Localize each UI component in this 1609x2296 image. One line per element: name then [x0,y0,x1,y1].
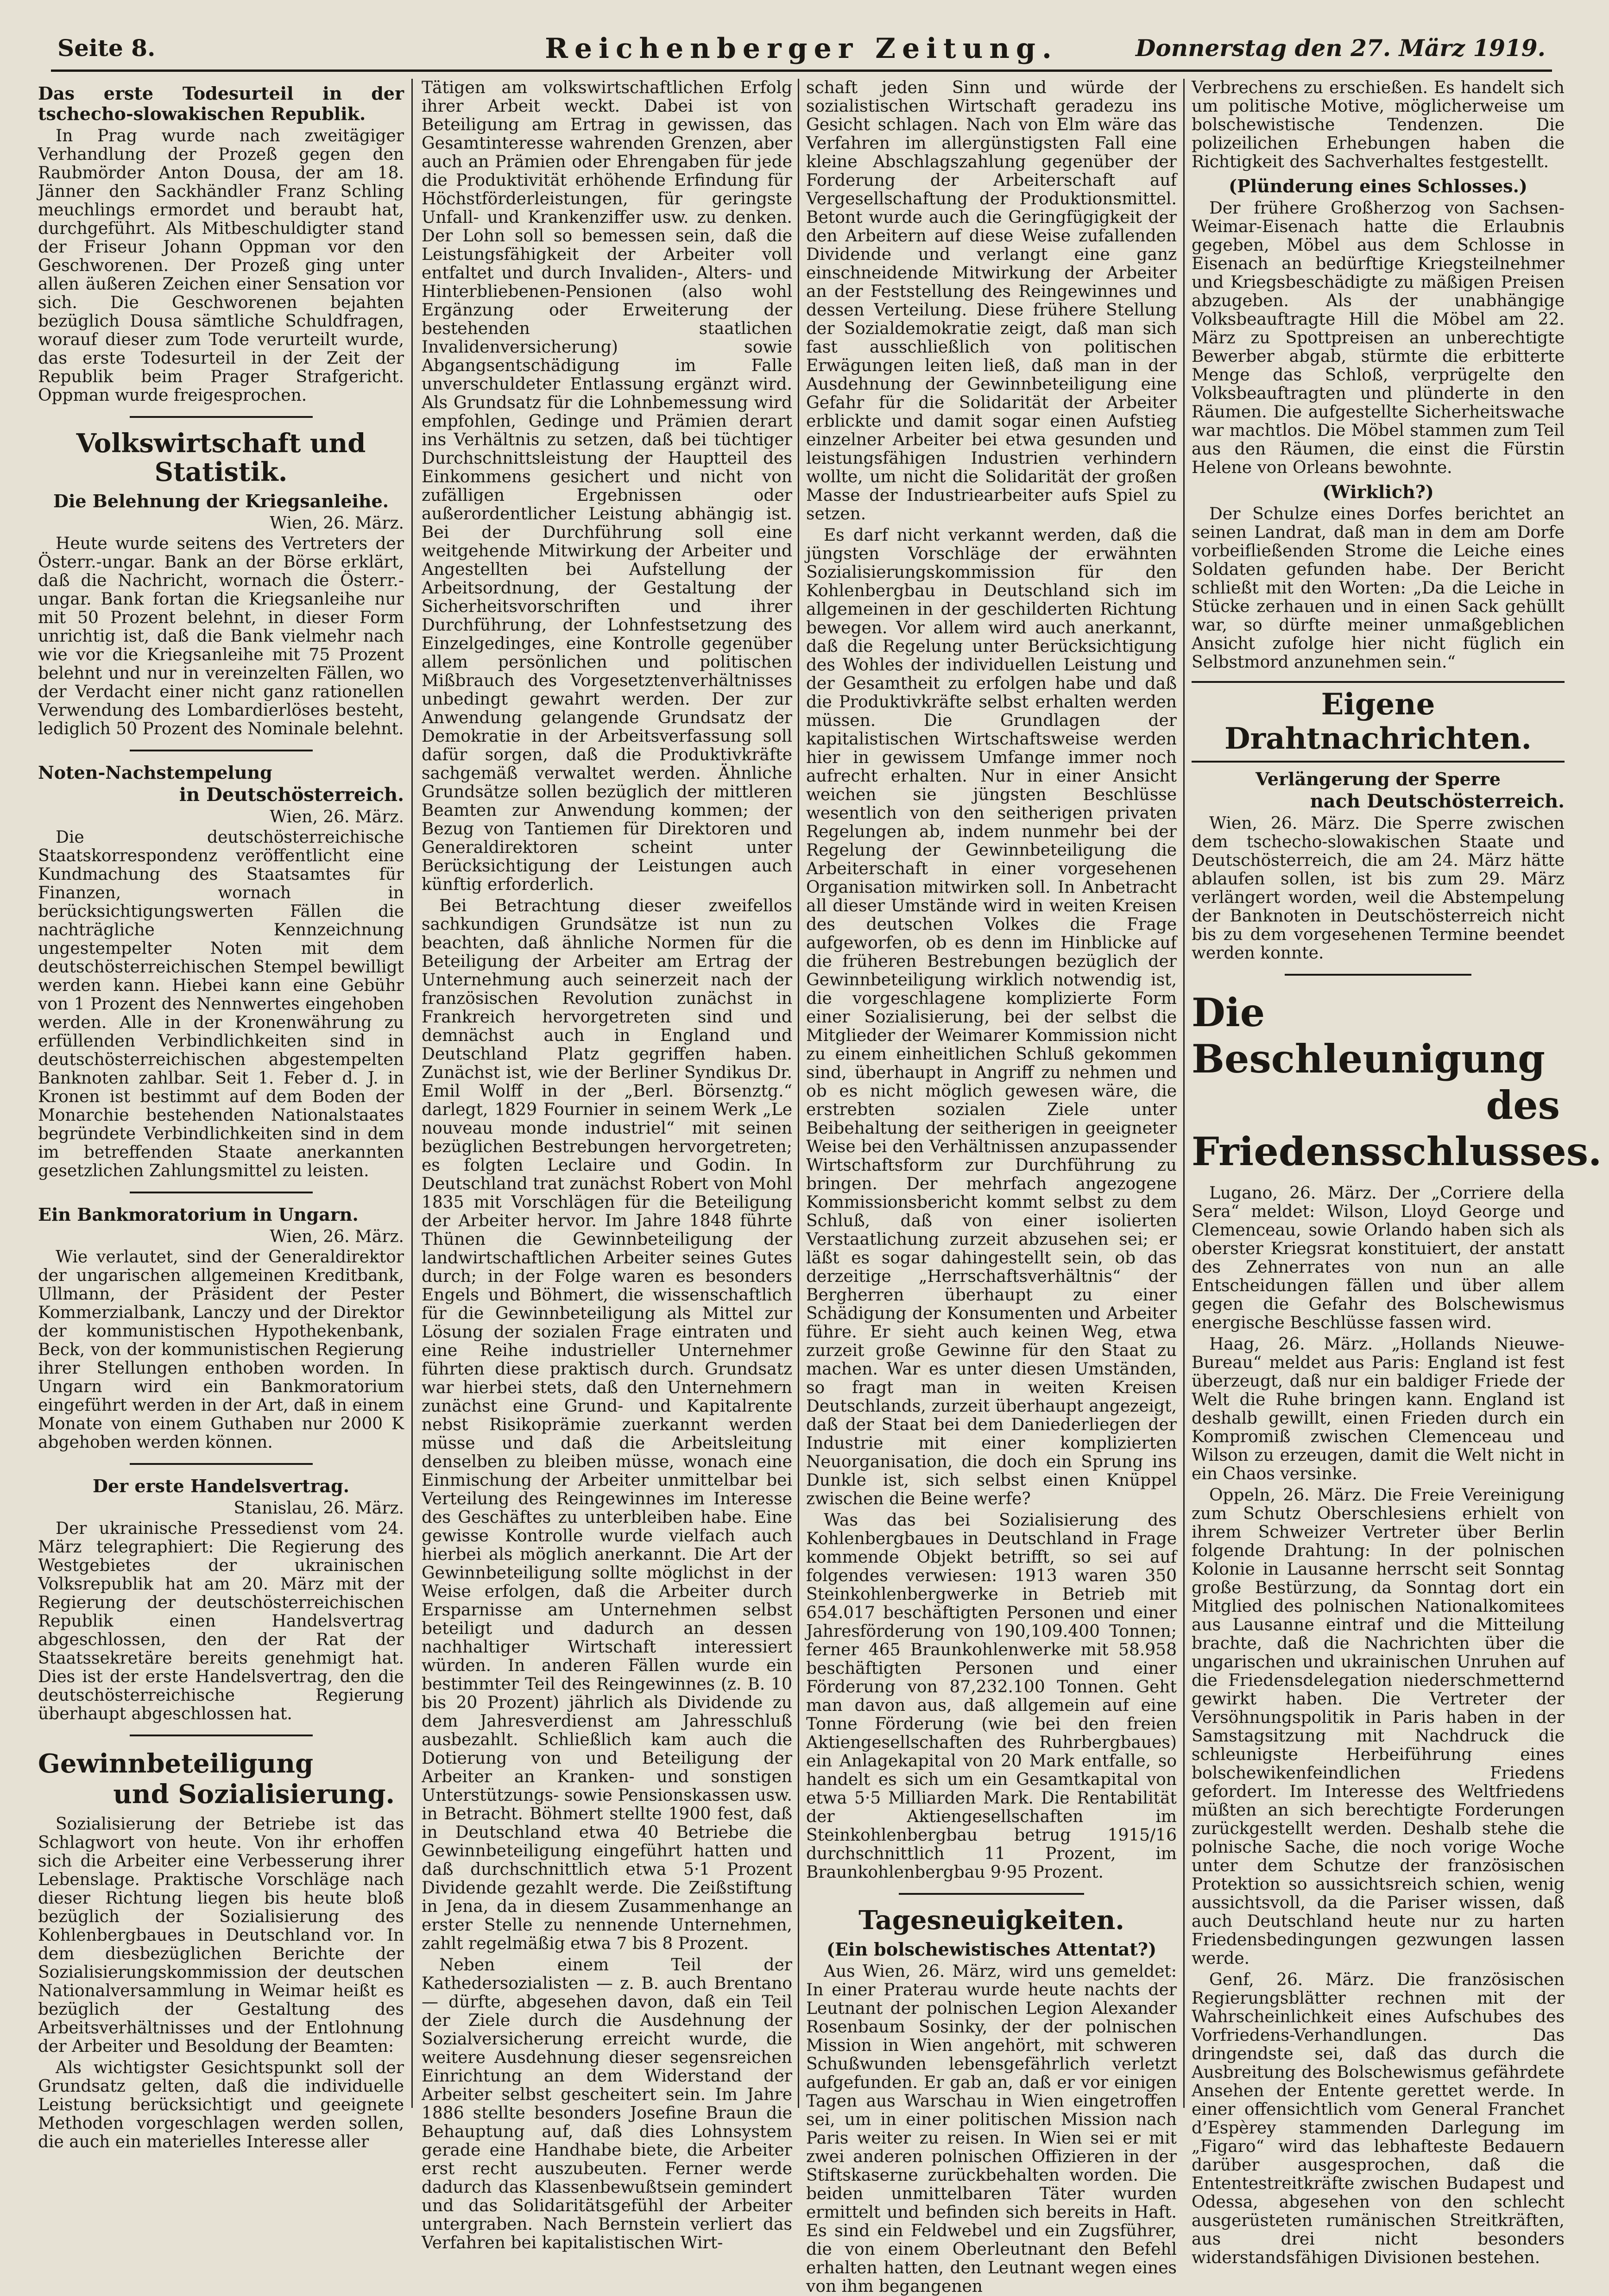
column-rule [798,79,799,2108]
divider [130,416,313,418]
divider [1285,974,1471,976]
section-heading: Volkswirtschaft und Statistik. [76,428,366,487]
article-paragraph: Der frühere Großherzog von Sachsen-Weimar-Eisenach hatte die Erlaubnis gegeben, Möbel aus dem Schlosse in Eisenach an bedürftige Kriegsteilnehmer und Kriegsbeschädigte zu mäßigen Preisen abzugeben. Als der unabhängige Volksbeauftragte Hill die Möbel am 22. März zu Spottpreisen an unberechtigte Bewerber abgab, stürmte die erbitterte Menge das Schloß, verprügelte den Volksbeauftragten und plünderte in den Räumen. Die aufgestellte Sicherheitswache war machtlos. Die Möbel stammen zum Teil aus den Räumen, die einst die Fürstin Helene von Orleans bewohnte. [1192,199,1565,477]
article-paragraph: Tätigen am volkswirtschaftlichen Erfolg ihrer Arbeit weckt. Dabei ist von Beteiligung am Ertrag in gewissen, das Gesamtinteresse wahrenden Grenzen, aber auch an Prämien oder Ehrengaben für jede die Produktivität erhöhende Erfindung für Höchstförderleistungen, für geringste Unfall- und Krankenziffer usw. zu denken. Der Lohn soll so bemessen sein, daß die Leistungsfähigkeit der Arbeiter voll entfaltet und durch Invaliden-, Alters- und Hinterbliebenen-Pensionen (also wohl Ergänzung oder Erweiterung der bestehenden staatlichen Invalidenversicherung) sowie Abgangsentschädigung im Falle unverschuldeter Entlassung ergänzt wird. Als Grundsatz für die Lohnbemessung wird empfohlen, Gedinge und Prämien derart ins Verhältnis zu setzen, daß bei tüchtiger Durchschnittsleistung der Hauptteil des Einkommens gesichert und nicht von zufälligen Ergebnissen oder außerordentlicher Leistung abhängig ist. Bei der Durchführung soll eine weitgehende Mitwirkung der Arbeiter und Angestellten bei Aufstellung der Arbeitsordnung, der Gestaltung der Sicherheitsvorschriften und ihrer Durchführung, der Lohnfestsetzung des Einzelgedinges, eine Kontrolle gegenüber allem persönlichen und politischen Mißbrauch des Vorgesetztenverhältnisses unbedingt gewahrt werden. Der zur Anwendung gelangende Grundsatz der Demokratie in der Arbeitsverfassung soll dafür sorgen, daß die Produktivkräfte sachgemäß verwaltet werden. Ähnliche Grundsätze sollen bezüglich der mittleren Beamten zur Anwendung kommen; der Bezug von Tantiemen für Direktoren und Generaldirektoren scheint unter Berücksichtigung der Leistungen auch künftig erforderlich. [422,78,792,894]
article-paragraph: Der ukrainische Pressedienst vom 24. März telegraphiert: Die Regierung des Westgebietes der ukrainischen Volksrepublik hat am 20. März mit der Regierung der deutschösterreichischen Republik einen Handelsvertrag abgeschlossen, den der Rat der Staatssekretäre bereits genehmigt hat. Dies ist der erste Handelsvertrag, den die deutschösterreichische Regierung überhaupt abgeschlossen hat. [38,1519,404,1723]
article-paragraph: Die deutschösterreichische Staatskorrespondenz veröffentlicht eine Kundmachung des Staatsamtes für Finanzen, wornach in berücksichtigungswerten Fällen die nachträgliche Kennzeichnung ungestempelter Noten mit dem deutschösterreichischen Stempel bewilligt werden kann. Hiebei kann eine Gebühr von 1 Prozent des Nennwertes eingehoben werden. Alle in der Kronenwährung zu erfüllenden Verbindlichkeiten sind in deutschösterreichischen abgestempelten Banknoten zahlbar. Seit 1. Feber d. J. in Kronen ist bestimmt auf dem Boden der Monarchie bestehenden Nationalstaates begründete Verbindlichkeiten sind in dem im betreffenden Staate anerkannten gesetzlichen Zahlungsmittel zu leisten. [38,828,404,1180]
article-paragraph: Verbrechens zu erschießen. Es handelt sich um politische Motive, möglicherweise um bolschewistische Tendenzen. Die polizeilichen Erhebungen haben die Richtigkeit des Sachverhaltes festgestellt. [1192,78,1565,171]
article-headline: (Wirklich?) [1322,481,1434,502]
article-paragraph: Lugano, 26. März. Der „Corriere della Sera“ meldet: Wilson, Lloyd George und Clemenceau, sowie Orlando haben sich als oberster Kriegsrat konstituiert, der anstatt des Zehnerrates von nun an alle Entscheidungen fällen und über allem gegen die Gefahr des Bolschewismus energische Beschlüsse fassen wird. [1192,1184,1565,1332]
section-heading [38,1748,404,1810]
article-paragraph: In Prag wurde nach zweitägiger Verhandlung der Prozeß gegen den Raubmörder Anton Dousa, der am 18. Jänner den Sackhändler Franz Schling meuchlings ermordet und beraubt hat, durchgeführt. Als Mitbeschuldigter stand der Friseur Johann Oppman vor den Geschworenen. Der Prozeß ging unter allen äußeren Zeichen einer Sensation vor sich. Die Geschworenen bejahten bezüglich Dousa sämtliche Schuldfragen, worauf dieser zum Tode verurteilt wurde, das erste Todesurteil in der Zeit der Republik beim Prager Strafgericht. Oppman wurde freigesprochen. [38,126,404,405]
article-headline: Das erste Todesurteil in der tschecho-slowakischen Republik. [38,83,404,124]
article-headline-line2: nach Deutschösterreich. [1310,790,1565,812]
article-headline: Der erste Handelsvertrag. [93,1476,349,1496]
issue-date: Donnerstag den 27. März 1919. [1136,34,1546,62]
article-paragraph: Sozialisierung der Betriebe ist das Schlagwort von heute. Von ihr erhoffen sich die Arbeiter eine Verbesserung ihrer Lebenslage. Praktische Vorschläge nach dieser Richtung liegen bis heute bloß bezüglich der Sozialisierung des Kohlenbergbaues in Deutschland vor. In dem diesbezüglichen Berichte der Sozialisierungskommission der deutschen Nationalversammlung in Weimar heißt es bezüglich der Gestaltung des Arbeitsverhältnisses und der Entlohnung der Arbeiter und Besoldung der Beamten: [38,1815,404,2056]
big-headline [1192,990,1602,1175]
article-headline-line2: in Deutschösterreich. [179,784,404,806]
article-paragraph: Wien, 26. März. Die Sperre zwischen dem tschecho-slowakischen Staate und Deutschösterreich, die am 24. März hätte ablaufen sollen, ist bis zum 29. März verlängert worden, weil die Abstempelung der Banknoten in Deutschösterreich nicht bis zu dem vorgesehenen Termine beendet werden konnte. [1192,814,1565,963]
column-rule [1183,79,1185,2108]
divider [130,750,313,751]
article-headline: Verlängerung der Sperre [1255,769,1501,789]
section-heading-line2: und Sozialisierung. [113,1779,395,1810]
article-headline: Ein Bankmoratorium in Ungarn. [38,1204,359,1225]
article-headline: Die Belehnung der Kriegsanleihe. [53,491,389,511]
dateline: Wien, 26. März. [270,514,404,533]
divider [130,1192,313,1193]
divider [130,1735,313,1736]
section-heading: Tagesneuigkeiten. [858,1905,1124,1936]
dateline: Stanislau, 26. März. [233,1499,404,1518]
divider [899,1893,1084,1895]
dateline: Wien, 26. März. [270,1227,404,1246]
article-paragraph: Wie verlautet, sind der Generaldirektor der ungarischen allgemeinen Kreditbank, Ullmann, der Präsident der Pester Kommerzialbank, Lanczy und der Direktor der kommunistischen Hypothekenbank, Beck, von der kommunistischen Regierung ihrer Stellungen enthoben worden. In Ungarn wird ein Bankmoratorium eingeführt werden in der Art, daß in einem Monate von einem Guthaben nur 2000 K abgehoben werden können. [38,1248,404,1452]
article-headline: Noten-Nachstempelung [38,762,272,783]
article-paragraph: Haag, 26. März. „Hollands Nieuwe-Bureau“ meldet aus Paris: England ist fest überzeugt, daß nur ein baldiger Friede der Welt die Ruhe bringen kann. England ist deshalb gewillt, einen Frieden durch ein Kompromiß zwischen Clemenceau und Wilson zu erzeugen, damit die Welt nicht in ein Chaos versinke. [1192,1335,1565,1483]
section-heading: Eigene Drahtnachrichten. [1192,681,1565,763]
page-number: Seite 8. [57,34,156,62]
column-2 [422,78,792,2252]
divider [130,1463,313,1465]
section-heading-line1: Gewinnbeteiligung [38,1748,314,1779]
column-rule [411,79,413,2108]
masthead [51,32,1552,72]
big-headline-line2: des Friedensschlusses. [1192,1082,1602,1174]
article-headline: (Ein bolschewistisches Attentat?) [826,1939,1157,1960]
article-paragraph: Es darf nicht verkannt werden, daß die jüngsten Vorschläge der erwähnten Sozialisierungskommission für den Kohlenbergbau in Deutschland sich im allgemeinen in der geschilderten Richtung bewegen. Vor allem wird auch anerkannt, daß die Regelung unter Berücksichtigung des Wohles der individuellen Leistung und der Gesamtheit zu erfolgen habe und daß die Produktivkräfte selbst erhalten werden müssen. Die Grundlagen der kapitalistischen Wirtschaftsweise werden hier in gewissem Umfange immer noch aufrecht erhalten. Nur in einer Ansicht weichen sie jüngsten Beschlüsse wesentlich von den seitherigen privaten Regelungen ab, indem nunmehr bei der Regelung der Gewinnbeteiligung die Arbeiterschaft in einer vorgesehenen Organisation mitwirken soll. In Anbetracht all dieser Umstände wird in weiten Kreisen des deutschen Volkes die Frage aufgeworfen, ob es denn im Hinblicke auf die früheren Bestrebungen bezüglich der Gewinnbeteiligung wirklich notwendig ist, die vorgeschlagene komplizierte Form einer Sozialisierung, bei der selbst die Mitglieder der Weimarer Kommission nicht zu einem einheitlichen Schluß gekommen sind, überhaupt in Angriff zu nehmen und ob es nicht möglich gewesen wäre, die erstrebten sozialen Ziele unter Beibehaltung der seitherigen in geeigneter Weise bei den Verhältnissen anzupassender Wirtschaftsform zur Durchführung zu bringen. Der mehrfach angezogene Kommissionsbericht kommt selbst zu dem Schluß, daß von einer isolierten Verstaatlichung zurzeit abzusehen sei; er läßt es sogar dahingestellt sein, ob das derzeitige „Herrschaftsverhältnis“ der Bergherren überhaupt zu einer Schädigung der Konsumenten und Arbeiter führe. Er sieht auch keinen Weg, etwa zurzeit große Gewinne für den Staat zu machen. War es unter diesen Umständen, so fragt man in weiten Kreisen Deutschlands, zurzeit überhaupt angezeigt, daß der Staat bei dem Daniederliegen der Industrie mit einer komplizierten Neuorganisation, die doch ein Sprung ins Dunkle ist, sich selbst einen Knüppel zwischen die Beine werfe? [806,526,1177,1508]
column-4 [1192,78,1602,2267]
article-paragraph: schaft jeden Sinn und würde der sozialistischen Wirtschaft geradezu ins Gesicht schlagen. Nach von Elm wäre das Verfahren im allergünstigsten Fall eine kleine Abschlagszahlung gegenüber der Forderung der Arbeiterschaft auf Vergesellschaftung der Produktionsmittel. Betont wurde auch die Geringfügigkeit der den Arbeitern auf diese Weise zufallenden Dividende und verlangt eine ganz einschneidende Mitwirkung der Arbeiter an der Feststellung des Reingewinnes und dessen Verteilung. Diese frühere Stellung der Sozialdemokratie zeigt, daß man sich fast ausschließlich von politischen Erwägungen leiten ließ, daß man in der Ausdehnung der Gewinnbeteiligung eine Gefahr für die Solidarität der Arbeiter erblickte und damit sogar einen Aufstieg einzelner Arbeiter bei etwa gesunden und leistungsfähigen Industrien verhindern wollte, um nicht die Solidarität der großen Masse der Industriearbeiter aufs Spiel zu setzen. [806,78,1177,524]
article-paragraph: Der Schulze eines Dorfes berichtet an seinen Landrat, daß man in dem am Dorfe vorbeifließenden Strome die Leiche eines Soldaten gefunden habe. Der Bericht schließt mit den Worten: „Da die Leiche in Stücke zerhauen und in einen Sack gehüllt war, so dürfte meiner unmaßgeblichen Ansicht zufolge hier nicht füglich ein Selbstmord anzunehmen sein.“ [1192,505,1565,672]
article-paragraph: Bei Betrachtung dieser zweifellos sachkundigen Grundsätze ist nun zu beachten, daß ähnliche Normen für die Beteiligung der Arbeiter am Ertrag der Unternehmung auch seinerzeit nach der französischen Revolution zunächst in Frankreich hervorgetreten sind und demnächst auch in England und Deutschland Platz gegriffen haben. Zunächst ist, wie der Berliner Syndikus Dr. Emil Wolff in der „Berl. Börsenztg.“ darlegt, 1829 Fournier in seinem Werk „Le nouveau monde industriel“ mit seinen bezüglichen Bestrebungen hervorgetreten; es folgten Leclaire und Godin. In Deutschland trat zunächst Robert von Mohl 1835 mit Vorschlägen für die Beteiligung der Arbeiter hervor. Im Jahre 1848 führte Thünen die Gewinnbeteiligung der landwirtschaftlichen Arbeiter seines Gutes durch; in der Folge waren es besonders Engels und Böhmert, die wissenschaftlich für die Gewinnbeteiligung als Mittel zur Lösung der sozialen Frage eintraten und eine Reihe industrieller Unternehmer führten diese praktisch durch. Grundsatz war hierbei stets, daß den Unternehmern zunächst eine Grund- und Kapitalrente nebst Risikoprämie zuerkannt werden müsse und daß die Arbeitsleitung denselben zu bleiben müsse, wonach eine Einmischung der Arbeiter unmittelbar bei Verteilung des Reingewinnes im Interesse des Geschäftes zu unterbleiben habe. Eine gewisse Kontrolle wurde vielfach auch hierbei als möglich anerkannt. Die Art der Gewinnbeteiligung sollte möglichst in der Weise erfolgen, daß die Arbeiter durch Ersparnisse am Unternehmen selbst beteiligt und dadurch an dessen nachhaltiger Wirtschaft interessiert würden. In anderen Fällen wurde ein bestimmter Teil des Reingewinnes (z. B. 10 bis 20 Prozent) jährlich als Dividende zu dem Jahresverdienst am Jahresschluß ausbezahlt. Schließlich kam auch die Dotierung von und Beteiligung der Arbeiter an Kranken- und sonstigen Unterstützungs- sowie Pensionskassen usw. in Betracht. Böhmert stellte 1900 fest, daß in Deutschland etwa 40 Betriebe die Gewinnbeteiligung eingeführt hatten und daß durchschnittlich etwa 5·1 Prozent Dividende gezahlt werde. Die Zeißstiftung in Jena, da in diesem Zusammenhange an erster Stelle zu nennende Unternehmen, zahlt regelmäßig etwa 7 bis 8 Prozent. [422,896,792,1953]
article-paragraph: Oppeln, 26. März. Die Freie Vereinigung zum Schutz Oberschlesiens erhielt von ihrem Schweizer Vertreter über Berlin folgende Drahtung: In der polnischen Kolonie in Lausanne herrscht seit Sonntag große Bestürzung, da Sonntag dort ein Mitglied des polnischen Nationalkomitees aus Lausanne eintraf und die Mitteilung brachte, daß die Nachrichten über die ungarischen und ukrainischen Unruhen auf die Friedensdelegation niederschmetternd gewirkt haben. Die Vertreter der Versöhnungspolitik in Paris haben in der Samstagsitzung mit Nachdruck die schleunigste Herbeiführung eines bolschewikenfeindlichen Friedens gefordert. Im Interesse des Weltfriedens müßten an sich berechtigte Forderungen zurückgestellt werden. Deshalb stehe die polnische Sache, die noch vorige Woche unter dem Schutze der französischen Protektion so aussichtsreich schien, wenig aussichtsvoll, da die Pariser wissen, daß auch Deutschland heute nur zu harten Friedensbedingungen gezwungen lassen werde. [1192,1486,1565,1968]
article-paragraph: Genf, 26. März. Die französischen Regierungsblätter rechnen mit der Wahrscheinlichkeit eines Aufschubes des Vorfriedens-Verhandlungen. Das dringendste sei, daß das durch die Ausbreitung des Bolschewismus gefährdete Ansehen der Entente gerettet werde. In einer offensichtlich vom General Franchet d’Espèrey stammenden Darlegung im „Figaro“ wird das lebhafteste Bedauern darüber ausgesprochen, daß die Ententestreitkräfte zwischen Budapest und Odessa, abgesehen von den schlecht ausgerüsteten rumänischen Streitkräften, aus drei nicht besonders widerstandsfähigen Divisionen bestehen. [1192,1970,1565,2267]
newspaper-title: Reichenberger Zeitung. [545,32,1058,65]
article-paragraph: Heute wurde seitens des Vertreters der Österr.-ungar. Bank an der Börse erklärt, daß die Nachricht, wornach die Österr.-ungar. Bank fortan die Kriegsanleihe nur mit 50 Prozent belehnt, in dieser Form unrichtig ist, daß die Bank vielmehr nach wie vor die Kriegsanleihe mit 75 Prozent belehnt und nur in vereinzelten Fällen, wo der Verdacht einer nicht ganz rationellen Verwendung des Lombardierlöses besteht, lediglich 50 Prozent des Nominale belehnt. [38,534,404,738]
column-3 [806,78,1177,2296]
dateline: Wien, 26. März. [270,807,404,826]
article-paragraph: Als wichtigster Gesichtspunkt soll der Grundsatz gelten, daß die individuelle Leistung berücksichtigt und geeignete Methoden vorgeschlagen werden sollen, die auch ein materielles Interesse aller [38,2058,404,2151]
column-1 [38,79,404,2151]
article-paragraph: Neben einem Teil der Kathedersozialisten — z. B. auch Brentano — dürfte, abgesehen davon, daß ein Teil der Ziele durch die Ausdehnung der Sozialversicherung erreicht wurde, die weitere Ausdehnung dieser segensreichen Einrichtung an dem Widerstand der Arbeiter selbst gescheitert sein. Im Jahre 1886 stellte besonders Josefine Braun die Behauptung auf, daß dies Lohnsystem gerade eine Handhabe biete, die Arbeiter erst recht auszubeuten. Ferner werde dadurch das Klassenbewußtsein gemindert und das Solidaritätsgefühl der Arbeiter untergraben. Nach Bernstein verliert das Verfahren bei kapitalistischen Wirt- [422,1955,792,2252]
article-paragraph: Aus Wien, 26. März, wird uns gemeldet: In einer Praterau wurde heute nachts der Leutnant der polnischen Legion Alexander Rosenbaum Sosinky, der der polnischen Mission in Wien angehört, mit schweren Schußwunden lebensgefährlich verletzt aufgefunden. Er gab an, daß er vor einigen Tagen aus Warschau in Wien eingetroffen sei, um in einer politischen Mission nach Paris weiter zu reisen. In Wien sei er mit zwei anderen polnischen Offizieren in der Stiftskaserne zurückbehalten worden. Die beiden unmittelbaren Täter wurden ermittelt und befinden sich bereits in Haft. Es sind ein Feldwebel und ein Zugsführer, die von einem Oberleutnant den Befehl erhalten hatten, den Leutnant wegen eines von ihm begangenen [806,1962,1177,2296]
article-headline: (Plünderung eines Schlosses.) [1229,176,1527,196]
big-headline-line1: Die Beschleunigung [1192,990,1545,1082]
article-paragraph: Was das bei Sozialisierung des Kohlenbergbaues in Deutschland in Frage kommende Objekt betrifft, so sei auf folgendes verwiesen: 1913 waren 350 Steinkohlenbergwerke in Betrieb mit 654.017 beschäftigten Personen und einer Jahresförderung von 190,109.400 Tonnen; ferner 465 Braunkohlenwerke mit 58.958 beschäftigten Personen und einer Förderung von 87,232.100 Tonnen. Geht man davon aus, daß allgemein auf eine Tonne Förderung (wie bei den freien Aktiengesellschaften des Ruhrbergbaues) ein Anlagekapital von 20 Mark entfalle, so handelt es sich um ein Gesamtkapital von etwa 5·5 Milliarden Mark. Die Rentabilität der Aktiengesellschaften im Steinkohlenbergbau betrug 1915/16 durchschnittlich 11 Prozent, im Braunkohlenbergbau 9·95 Prozent. [806,1511,1177,1882]
